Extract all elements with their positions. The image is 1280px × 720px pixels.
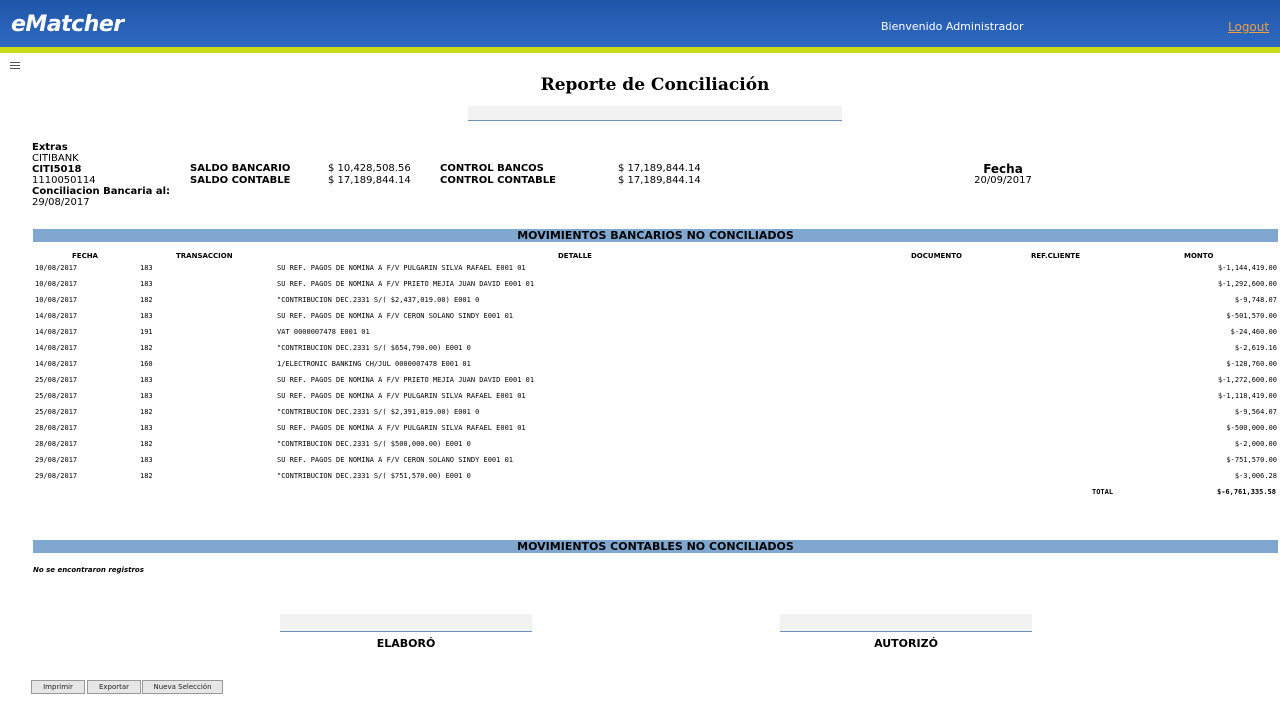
- control-bancos-value: $ 17,189,844.14: [618, 163, 701, 174]
- saldo-bancario-label: SALDO BANCARIO: [190, 163, 291, 174]
- accounting-movements-title: MOVIMIENTOS CONTABLES NO CONCILIADOS: [33, 540, 1278, 553]
- row-transaccion: 183: [140, 456, 153, 464]
- row-transaccion: 183: [140, 376, 153, 384]
- fecha-label: Fecha: [983, 162, 1023, 176]
- saldo-contable-label: SALDO CONTABLE: [190, 175, 291, 186]
- imprimir-button[interactable]: Imprimir: [31, 680, 85, 694]
- row-fecha: 25/08/2017: [35, 376, 78, 384]
- account-number: 1110050114: [32, 175, 96, 186]
- bank-name: CITIBANK: [32, 153, 79, 164]
- row-fecha: 28/08/2017: [35, 440, 78, 448]
- row-monto: $-128,760.00: [1226, 360, 1277, 368]
- column-header-documento: DOCUMENTO: [911, 252, 962, 260]
- row-monto: $-500,000.00: [1226, 424, 1277, 432]
- report-title: Reporte de Conciliación: [540, 75, 770, 95]
- fecha-value: 20/09/2017: [974, 175, 1032, 186]
- row-monto: $-1,292,600.00: [1217, 280, 1277, 288]
- row-transaccion: 182: [140, 408, 153, 416]
- total-label: TOTAL: [1092, 488, 1114, 496]
- row-transaccion: 183: [140, 280, 153, 288]
- row-monto: $-24,460.00: [1230, 328, 1277, 336]
- control-contable-label: CONTROL CONTABLE: [440, 175, 556, 186]
- row-fecha: 29/08/2017: [35, 472, 78, 480]
- column-header-monto: MONTO: [1184, 252, 1214, 260]
- row-fecha: 25/08/2017: [35, 408, 78, 416]
- title-underline-box: [468, 106, 842, 121]
- row-monto: $-3,006.28: [1234, 472, 1277, 480]
- table-row: [35, 328, 1277, 344]
- row-detalle: SU REF. PAGOS DE NOMINA A F/V CERON SOLANO SINDY E001 01: [277, 456, 514, 464]
- no-records-message: No se encontraron registros: [33, 566, 144, 574]
- table-row: [35, 456, 1277, 472]
- table-row: [35, 280, 1277, 296]
- row-detalle: SU REF. PAGOS DE NOMINA A F/V PULGARIN SILVA RAFAEL E001 01: [277, 392, 526, 400]
- row-transaccion: 191: [140, 328, 153, 336]
- nueva-seleccion-button[interactable]: Nueva Selección: [142, 680, 223, 694]
- row-monto: $-9,748.07: [1234, 296, 1277, 304]
- row-transaccion: 183: [140, 312, 153, 320]
- row-fecha: 25/08/2017: [35, 392, 78, 400]
- row-fecha: 14/08/2017: [35, 312, 78, 320]
- account-type: Extras: [32, 142, 68, 153]
- table-row: [35, 424, 1277, 440]
- row-fecha: 10/08/2017: [35, 296, 78, 304]
- account-info: [32, 142, 170, 208]
- conciliation-label: Conciliacion Bancaria al:: [32, 186, 171, 197]
- account-code: CITI5018: [32, 164, 82, 175]
- table-row: [35, 376, 1277, 392]
- elaboro-signature-box: [280, 614, 532, 632]
- menu-icon[interactable]: [10, 62, 20, 72]
- column-header-detalle: DETALLE: [558, 252, 592, 260]
- row-transaccion: 183: [140, 264, 153, 272]
- row-detalle: VAT 0000007478 E001 01: [277, 328, 370, 336]
- saldo-contable-value: $ 17,189,844.14: [328, 175, 411, 186]
- row-fecha: 10/08/2017: [35, 280, 78, 288]
- control-contable-value: $ 17,189,844.14: [618, 175, 701, 186]
- row-detalle: "CONTRIBUCION DEC.2331 S/( $654,790.00) E001 0: [277, 344, 471, 352]
- row-detalle: "CONTRIBUCION DEC.2331 S/( $2,391,019.00) E001 0: [277, 408, 480, 416]
- row-detalle: SU REF. PAGOS DE NOMINA A F/V PRIETO MEJIA JUAN DAVID E001 01: [277, 280, 535, 288]
- row-monto: $-501,570.00: [1226, 312, 1277, 320]
- table-row: [35, 472, 1277, 488]
- logout-link[interactable]: Logout: [1228, 20, 1270, 34]
- row-monto: $-9,564.07: [1234, 408, 1277, 416]
- table-row: [35, 408, 1277, 424]
- saldo-bancario-value: $ 10,428,508.56: [328, 163, 411, 174]
- row-transaccion: 182: [140, 344, 153, 352]
- table-row: [35, 264, 1277, 280]
- row-detalle: "CONTRIBUCION DEC.2331 S/( $2,437,019.00) E001 0: [277, 296, 480, 304]
- row-detalle: 1/ELECTRONIC BANKING CH/JUL 0000007478 E001 01: [277, 360, 471, 368]
- row-transaccion: 182: [140, 472, 153, 480]
- row-transaccion: 182: [140, 440, 153, 448]
- exportar-button[interactable]: Exportar: [87, 680, 141, 694]
- column-header-fecha: FECHA: [72, 252, 98, 260]
- bank-movements-title: MOVIMIENTOS BANCARIOS NO CONCILIADOS: [33, 229, 1278, 242]
- row-transaccion: 183: [140, 424, 153, 432]
- total-value: $-6,761,335.58: [1216, 488, 1276, 496]
- row-detalle: "CONTRIBUCION DEC.2331 S/( $751,570.00) E001 0: [277, 472, 471, 480]
- row-detalle: SU REF. PAGOS DE NOMINA A F/V PULGARIN SILVA RAFAEL E001 01: [277, 264, 526, 272]
- row-detalle: SU REF. PAGOS DE NOMINA A F/V PULGARIN SILVA RAFAEL E001 01: [277, 424, 526, 432]
- row-detalle: "CONTRIBUCION DEC.2331 S/( $500,000.00) E001 0: [277, 440, 471, 448]
- row-fecha: 29/08/2017: [35, 456, 78, 464]
- row-fecha: 14/08/2017: [35, 344, 78, 352]
- row-monto: $-1,272,600.00: [1217, 376, 1277, 384]
- elaboro-label: ELABORÓ: [376, 637, 436, 650]
- row-fecha: 14/08/2017: [35, 360, 78, 368]
- row-fecha: 10/08/2017: [35, 264, 78, 272]
- table-row: [35, 440, 1277, 456]
- column-header-transaccion: TRANSACCION: [176, 252, 233, 260]
- autorizo-label: AUTORIZÓ: [874, 637, 938, 650]
- row-monto: $-1,118,419.00: [1217, 392, 1277, 400]
- row-monto: $-2,000.00: [1234, 440, 1277, 448]
- row-fecha: 28/08/2017: [35, 424, 78, 432]
- table-row: [35, 392, 1277, 408]
- app-logo: eMatcher: [11, 12, 124, 37]
- row-transaccion: 183: [140, 392, 153, 400]
- welcome-message: Bienvenido Administrador: [881, 20, 1024, 33]
- row-monto: $-1,144,419.00: [1217, 264, 1277, 272]
- autorizo-signature-box: [780, 614, 1032, 632]
- table-row: [35, 296, 1277, 312]
- row-detalle: SU REF. PAGOS DE NOMINA A F/V CERON SOLANO SINDY E001 01: [277, 312, 514, 320]
- row-monto: $-751,570.00: [1226, 456, 1277, 464]
- table-row: [35, 344, 1277, 360]
- row-detalle: SU REF. PAGOS DE NOMINA A F/V PRIETO MEJIA JUAN DAVID E001 01: [277, 376, 535, 384]
- table-row: [35, 312, 1277, 328]
- conciliation-date: 29/08/2017: [32, 197, 90, 208]
- row-transaccion: 160: [140, 360, 153, 368]
- table-row: [35, 360, 1277, 376]
- row-transaccion: 182: [140, 296, 153, 304]
- header-accent-stripe: [0, 47, 1280, 53]
- top-header-bar: [0, 0, 1280, 47]
- row-fecha: 14/08/2017: [35, 328, 78, 336]
- control-bancos-label: CONTROL BANCOS: [440, 163, 544, 174]
- column-header-ref-cliente: REF.CLIENTE: [1031, 252, 1080, 260]
- row-monto: $-2,619.16: [1234, 344, 1277, 352]
